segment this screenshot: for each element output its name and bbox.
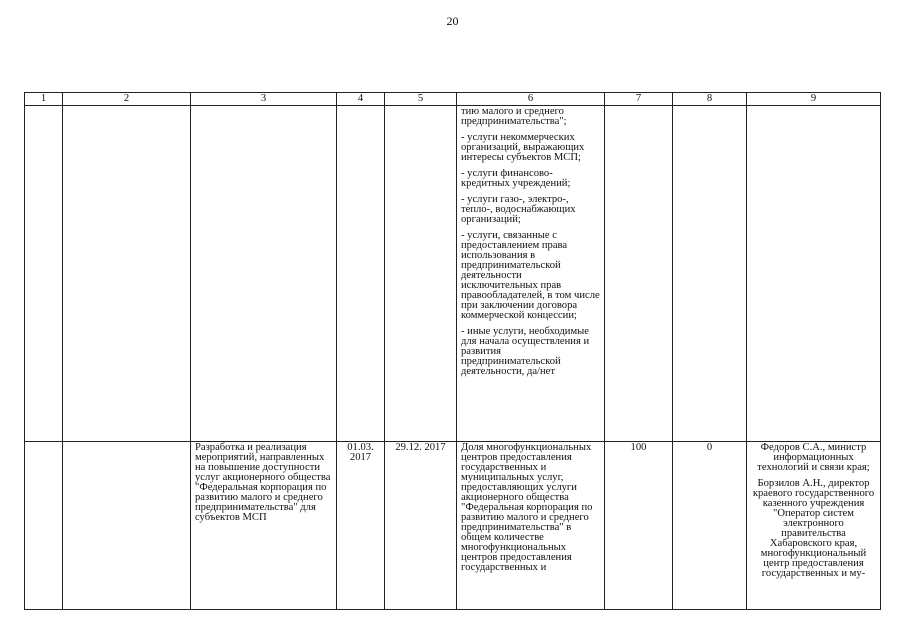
cell-target-value: 100: [605, 442, 673, 610]
cell-empty: [337, 106, 385, 442]
col-header-4: 4: [337, 93, 385, 106]
table-row: [25, 106, 881, 442]
cell-services-list: [457, 106, 605, 442]
cell-measure: Разработка и реализация мероприятий, направленных на повышение доступности услуг акционерного общества "Федеральная корпорация по развитию малого и среднего предпринимательства" для субъектов МСП: [191, 442, 337, 610]
header-row: [25, 93, 881, 106]
services-item: - услуги, связанные с предоставлением права использования в предпринимательской деятельности исключительных прав правообладателей, в том числе при заключении договора коммерческой концессии;: [461, 230, 600, 321]
services-item: - услуги финансово-кредитных учреждений;: [461, 168, 571, 189]
cell-responsible: [747, 442, 881, 610]
cell-empty: [25, 442, 63, 610]
cell-base-value: 0: [673, 442, 747, 610]
col-header-3: 3: [191, 93, 337, 106]
cell-empty: [673, 106, 747, 442]
col-header-1: 1: [25, 93, 63, 106]
services-item: - иные услуги, необходимые для начала осуществления и развития предпринимательской деятельности, да/нет: [461, 326, 590, 377]
cell-empty: [191, 106, 337, 442]
cell-indicator: Доля многофункциональных центров предоставления государственных и муниципальных услуг, предоставляющих услуги акционерного общества "Федеральная корпорация по развитию малого и среднего предпринимательства" в общем количестве многофункциональных центров предоставления государственных и: [457, 442, 605, 610]
cell-empty: [63, 442, 191, 610]
services-item: - услуги газо-, электро-, тепло-, водоснабжающих организаций;: [461, 194, 576, 225]
col-header-8: 8: [673, 93, 747, 106]
services-item: - услуги некоммерческих организаций, выражающих интересы субъектов МСП;: [461, 132, 585, 163]
cell-empty: [605, 106, 673, 442]
services-item: тию малого и среднего предпринимательства";: [461, 106, 567, 127]
page-number: 20: [446, 14, 459, 28]
col-header-5: 5: [385, 93, 457, 106]
measures-table: [24, 92, 881, 610]
table-row: [25, 442, 881, 610]
col-header-7: 7: [605, 93, 673, 106]
col-header-2: 2: [63, 93, 191, 106]
responsible-person: Федоров С.А., министр информационных технологий и связи края;: [757, 442, 870, 473]
cell-empty: [63, 106, 191, 442]
responsible-person: Борзилов А.Н., директор краевого государственного казенного учреждения "Оператор систем электронного правительства Хабаровского края, многофункциональный центр предоставления государственных и му-: [752, 478, 875, 579]
cell-empty: [747, 106, 881, 442]
col-header-9: 9: [747, 93, 881, 106]
cell-start-date: 01.03. 2017: [337, 442, 385, 610]
cell-end-date: 29.12. 2017: [385, 442, 457, 610]
col-header-6: 6: [457, 93, 605, 106]
cell-empty: [385, 106, 457, 442]
cell-empty: [25, 106, 63, 442]
